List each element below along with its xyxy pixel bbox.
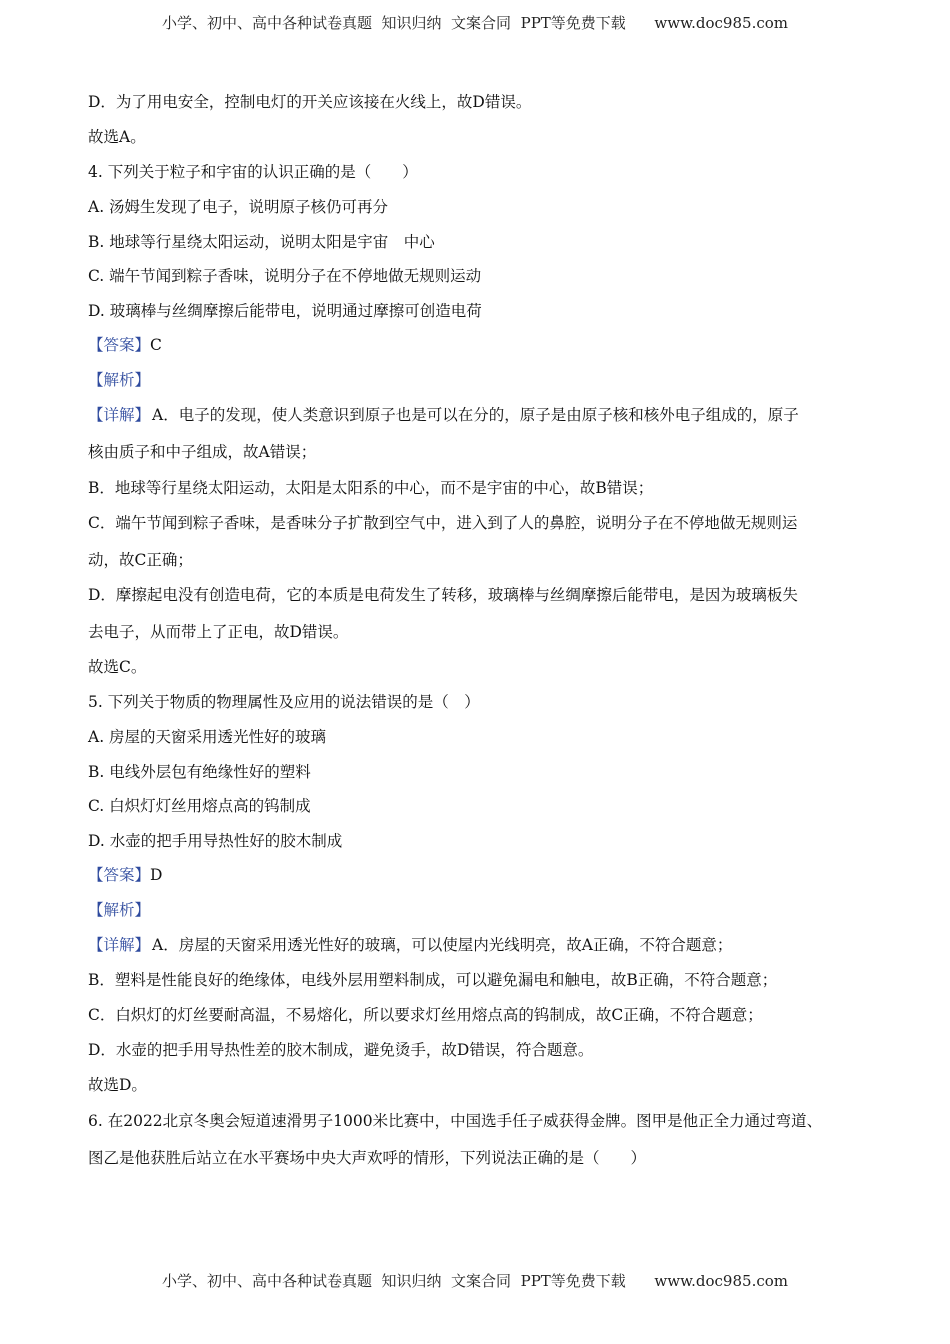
- q4-option-d: D. 玻璃棒与丝绸摩擦后能带电，说明通过摩擦可创造电荷: [88, 302, 482, 320]
- prev-explanation-d: D．为了用电安全，控制电灯的开关应该接在火线上，故D错误。: [88, 93, 532, 111]
- q4-choice: 故选C。: [88, 658, 147, 676]
- q4-detail-c-cont: 动，故C正确；: [88, 551, 193, 569]
- q4-detail-d-cont: 去电子，从而带上了正电，故D错误。: [88, 623, 349, 641]
- q4-detail-a-cont: 核由质子和中子组成，故A错误；: [88, 443, 317, 461]
- page-footer: 小学、初中、高中各种试卷真题 知识归纳 文案合同 PPT等免费下载 www.doc985.com: [161, 1272, 788, 1290]
- answer-value: D: [150, 866, 163, 884]
- detail-tag: 【详解】: [88, 936, 151, 954]
- answer-tag: 【答案】: [88, 866, 151, 884]
- q6-stem-line1: 6. 在2022北京冬奥会短道速滑男子1000米比赛中，中国选手任子威获得金牌。图甲是他正全力通过弯道、: [88, 1112, 823, 1130]
- answer-tag: 【答案】: [88, 336, 151, 354]
- q5-option-d: D. 水壶的把手用导热性好的胶木制成: [88, 832, 343, 850]
- answer-value: C: [150, 336, 162, 354]
- q5-option-c: C. 白炽灯灯丝用熔点高的钨制成: [88, 797, 311, 815]
- q4-detail-a: [88, 403, 799, 425]
- detail-tag: 【详解】: [88, 406, 151, 424]
- q5-choice: 故选D。: [88, 1076, 147, 1094]
- q4-option-c: C. 端午节闻到粽子香味，说明分子在不停地做无规则运动: [88, 267, 482, 285]
- q5-stem: 5. 下列关于物质的物理属性及应用的说法错误的是（ ）: [88, 693, 480, 711]
- q5-detail-a: [88, 933, 732, 955]
- q4-detail-c: C．端午节闻到粽子香味，是香味分子扩散到空气中，进入到了人的鼻腔，说明分子在不停地做无规则运: [88, 514, 798, 532]
- detail-text: A．电子的发现，使人类意识到原子也是可以在分的，原子是由原子核和核外电子组成的，原子: [152, 406, 799, 424]
- q4-stem: 4. 下列关于粒子和宇宙的认识正确的是（ ）: [88, 163, 418, 181]
- q4-answer: [88, 333, 162, 355]
- q4-option-a: A. 汤姆生发现了电子，说明原子核仍可再分: [88, 198, 389, 216]
- q5-analysis-tag: 【解析】: [88, 901, 151, 919]
- q4-detail-b: B．地球等行星绕太阳运动，太阳是太阳系的中心，而不是宇宙的中心，故B错误；: [88, 479, 654, 497]
- q5-detail-d: D．水壶的把手用导热性差的胶木制成，避免烫手，故D错误，符合题意。: [88, 1041, 594, 1059]
- q5-option-a: A. 房屋的天窗采用透光性好的玻璃: [88, 728, 327, 746]
- q6-stem-line2: 图乙是他获胜后站立在水平赛场中央大声欢呼的情形，下列说法正确的是（ ）: [88, 1149, 647, 1167]
- q5-answer: [88, 863, 162, 885]
- prev-choice: 故选A。: [88, 128, 146, 146]
- q5-option-b: B. 电线外层包有绝缘性好的塑料: [88, 763, 311, 781]
- q5-detail-c: C．白炽灯的灯丝要耐高温，不易熔化，所以要求灯丝用熔点高的钨制成，故C正确，不符合题意；: [88, 1006, 763, 1024]
- page-header: 小学、初中、高中各种试卷真题 知识归纳 文案合同 PPT等免费下载 www.doc985.com: [161, 14, 788, 32]
- q4-option-b: B. 地球等行星绕太阳运动，说明太阳是宇宙 中心: [88, 233, 435, 251]
- q5-detail-b: B．塑料是性能良好的绝缘体，电线外层用塑料制成，可以避免漏电和触电，故B正确，不符合题意；: [88, 971, 778, 989]
- q4-detail-d: D．摩擦起电没有创造电荷，它的本质是电荷发生了转移，玻璃棒与丝绸摩擦后能带电，是因为玻璃板失: [88, 586, 798, 604]
- detail-text: A．房屋的天窗采用透光性好的玻璃，可以使屋内光线明亮，故A正确，不符合题意；: [152, 936, 733, 954]
- q4-analysis-tag: 【解析】: [88, 371, 151, 389]
